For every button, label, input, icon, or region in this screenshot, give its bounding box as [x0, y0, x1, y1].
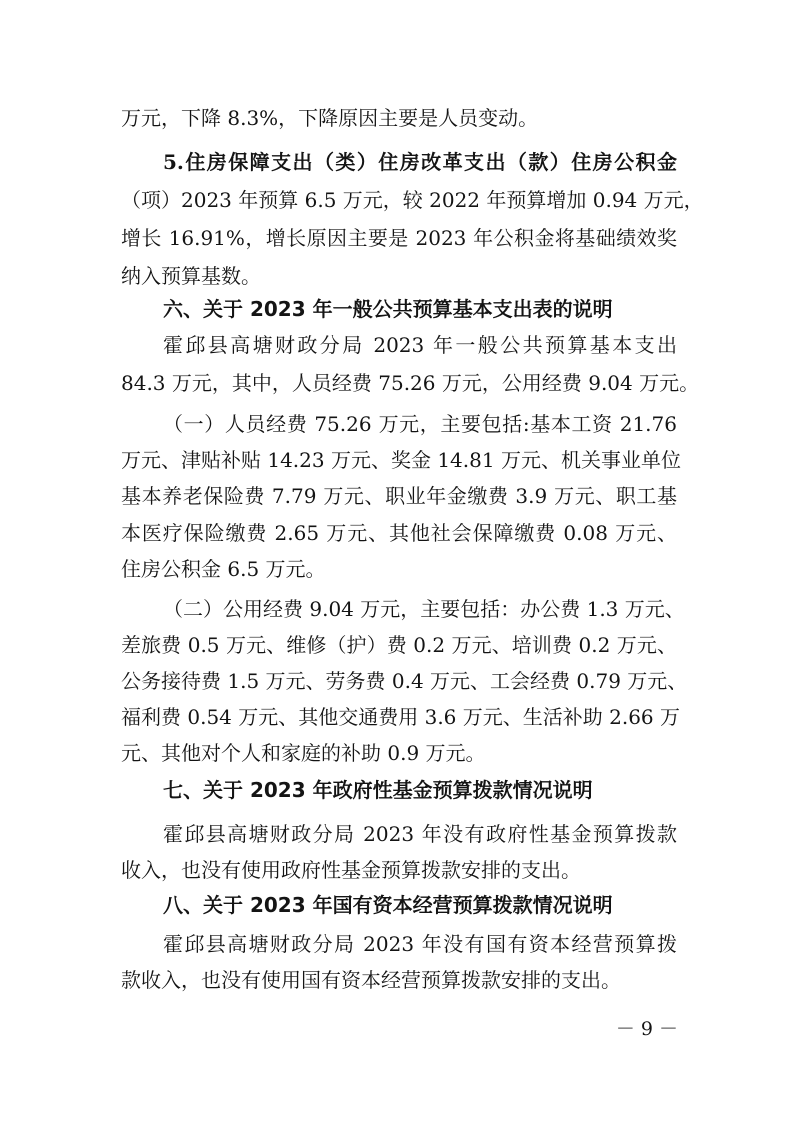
item-heading-line: 5.住房保障支出（类）住房改革支出（款）住房公积金	[163, 150, 677, 174]
paragraph-line: 纳入预算基数。	[121, 264, 261, 288]
paragraph-line: 万元、津贴补贴 14.23 万元、奖金 14.81 万元、机关事业单位	[121, 448, 681, 472]
paragraph-line: 本医疗保险缴费 2.65 万元、其他社会保障缴费 0.08 万元、	[121, 521, 677, 545]
section-heading: 八、关于 2023 年国有资本经营预算拨款情况说明	[163, 893, 613, 917]
paragraph-line: （二）公用经费 9.04 万元，主要包括：办公费 1.3 万元、	[163, 597, 685, 621]
paragraph-line: 住房公积金 6.5 万元。	[121, 557, 326, 581]
paragraph-line: 84.3 万元，其中，人员经费 75.26 万元，公用经费 9.04 万元。	[121, 371, 700, 395]
paragraph-line: 霍邱县高塘财政分局 2023 年没有政府性基金预算拨款	[163, 822, 677, 846]
paragraph-line: 增长 16.91%，增长原因主要是 2023 年公积金将基础绩效奖	[121, 226, 677, 250]
paragraph-line: 霍邱县高塘财政分局 2023 年一般公共预算基本支出	[163, 333, 677, 357]
section-heading: 六、关于 2023 年一般公共预算基本支出表的说明	[163, 297, 613, 321]
paragraph-line: 霍邱县高塘财政分局 2023 年没有国有资本经营预算拨	[163, 932, 677, 956]
paragraph-line: 基本养老保险费 7.79 万元、职业年金缴费 3.9 万元、职工基	[121, 484, 677, 508]
paragraph-line: （项）2023 年预算 6.5 万元，较 2022 年预算增加 0.94 万元，	[121, 188, 704, 212]
paragraph-line: 公务接待费 1.5 万元、劳务费 0.4 万元、工会经费 0.79 万元、	[121, 669, 688, 693]
page-number: － 9 －	[615, 1018, 678, 1040]
paragraph-line: 款收入，也没有使用国有资本经营预算拨款安排的支出。	[121, 968, 621, 992]
section-heading: 七、关于 2023 年政府性基金预算拨款情况说明	[163, 778, 593, 802]
paragraph-line: （一）人员经费 75.26 万元，主要包括:基本工资 21.76	[163, 412, 677, 436]
paragraph-line: 收入，也没有使用政府性基金预算拨款安排的支出。	[121, 858, 581, 882]
paragraph-line: 元、其他对个人和家庭的补助 0.9 万元。	[121, 741, 486, 765]
paragraph-line: 万元，下降 8.3%，下降原因主要是人员变动。	[121, 106, 539, 130]
paragraph-line: 福利费 0.54 万元、其他交通费用 3.6 万元、生活补助 2.66 万	[121, 705, 681, 729]
paragraph-line: 差旅费 0.5 万元、维修（护）费 0.2 万元、培训费 0.2 万元、	[121, 633, 677, 657]
